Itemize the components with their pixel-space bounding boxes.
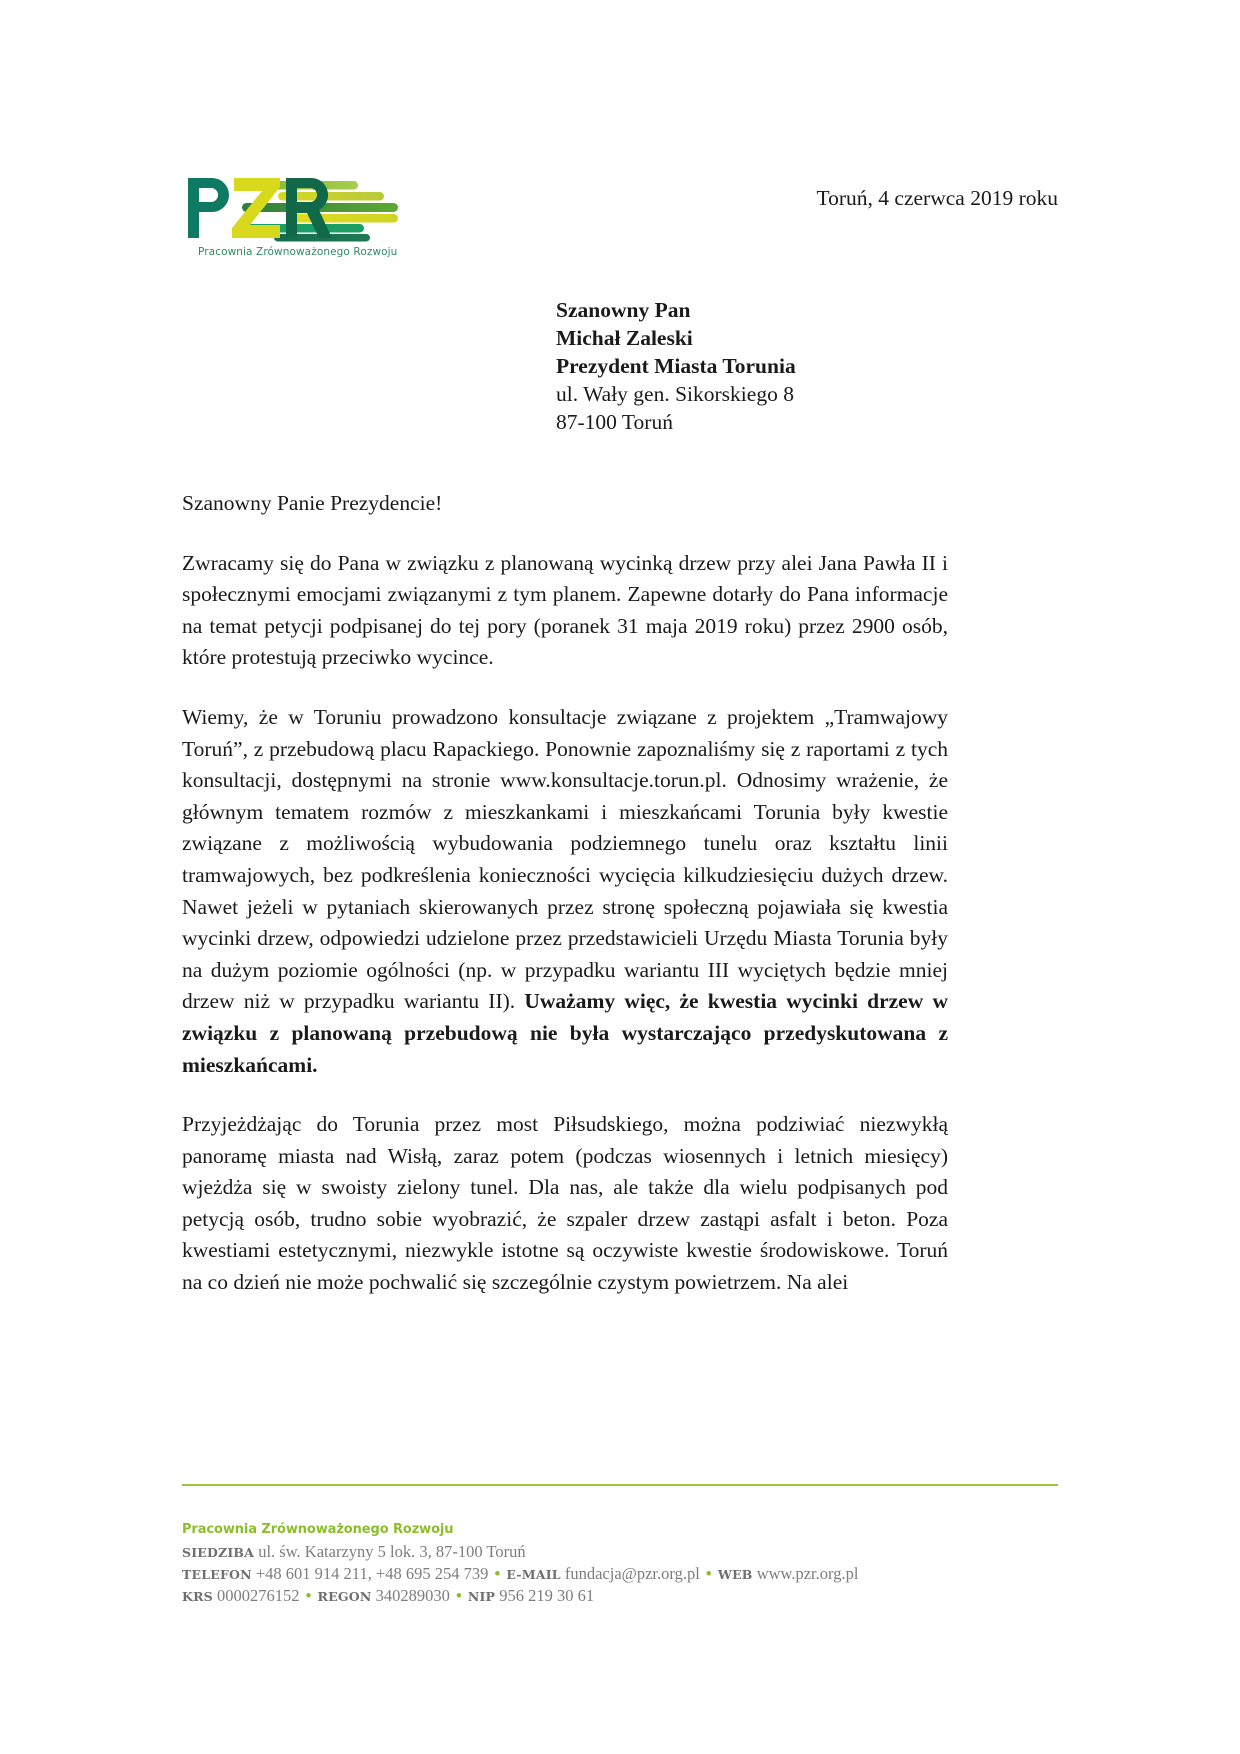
addressee-line-4: ul. Wały gen. Sikorskiego 8 bbox=[556, 382, 794, 406]
value-telefon: +48 601 914 211, +48 695 254 739 bbox=[255, 1564, 489, 1583]
pzr-logo bbox=[182, 172, 432, 272]
footer-contact-line bbox=[182, 1563, 1058, 1585]
separator-3: • bbox=[305, 1586, 312, 1605]
footer-registry-line bbox=[182, 1585, 1058, 1607]
letter-body bbox=[182, 488, 948, 1299]
paragraph-2 bbox=[182, 702, 948, 1081]
label-siedziba: SIEDZIBA bbox=[182, 1545, 255, 1560]
value-nip: 956 219 30 61 bbox=[499, 1586, 595, 1605]
addressee-line-1: Szanowny Pan bbox=[556, 298, 691, 322]
addressee-block bbox=[556, 296, 796, 436]
label-regon: REGON bbox=[317, 1589, 372, 1604]
value-regon: 340289030 bbox=[375, 1586, 450, 1605]
letterhead-header bbox=[182, 172, 1058, 282]
value-siedziba: ul. św. Katarzyny 5 lok. 3, 87-100 Toruń bbox=[258, 1542, 526, 1561]
pzr-logo-icon bbox=[182, 172, 414, 244]
date-line: Toruń, 4 czerwca 2019 roku bbox=[816, 186, 1058, 210]
logo-tagline: Pracownia Zrównoważonego Rozwoju bbox=[198, 246, 398, 258]
label-web: WEB bbox=[717, 1567, 753, 1582]
addressee-line-3: Prezydent Miasta Torunia bbox=[556, 354, 796, 378]
paragraph-2-text: Wiemy, że w Toruniu prowadzono konsultacje związane z projektem „Tramwajowy Toruń”, z przebudową placu Rapackiego. Ponownie zapoznaliśmy się z raportami z tych konsultacji, dostępnymi na stronie www.konsultacje.torun.pl. Odnosimy wrażenie, że głównym tematem rozmów z mieszkankami i mieszkańcami Torunia były kwestie związane z możliwością wybudowania podziemnego tunelu oraz kształtu linii tramwajowych, bez podkreślenia konieczności wycięcia kilkudziesięciu dużych drzew. Nawet jeżeli w pytaniach skierowanych przez stronę społeczną pojawiała się kwestia wycinki drzew, odpowiedzi udzielone przez przedstawicieli Urzędu Miasta Torunia były na dużym poziomie ogólności (np. w przypadku wariantu III wyciętych będzie mniej drzew niż w przypadku wariantu II). bbox=[182, 704, 948, 1014]
value-krs: 0000276152 bbox=[217, 1586, 300, 1605]
footer-address-line bbox=[182, 1541, 1058, 1563]
separator-1: • bbox=[494, 1564, 501, 1583]
paragraph-3: Przyjeżdżając do Torunia przez most Piłsudskiego, można podziwiać niezwykłą panoramę miasta nad Wisłą, zaraz potem (podczas wiosennych i letnich miesięcy) wjeżdża się w swoisty zielony tunel. Dla nas, ale także dla wielu podpisanych pod petycją osób, trudno sobie wyobrazić, że szpaler drzew zastąpi asfalt i beton. Poza kwestiami estetycznymi, niezwykle istotne są oczywiste kwestie środowiskowe. Toruń na co dzień nie może pochwalić się szczególnie czystym powietrzem. Na alei bbox=[182, 1112, 948, 1295]
value-email[interactable]: fundacja@pzr.org.pl bbox=[564, 1564, 700, 1583]
paragraph-2-emphasis: Uważamy więc, że kwestia wycinki drzew w związku z planowaną przebudową nie była wystarczająco przedyskutowana z mieszkańcami. bbox=[182, 989, 948, 1077]
label-nip: NIP bbox=[467, 1589, 496, 1604]
paragraph-1: Zwracamy się do Pana w związku z planowaną wycinką drzew przy alei Jana Pawła II i społecznymi emocjami związanymi z tym planem. Zapewne dotarły do Pana informacje na temat petycji podpisanej do tej pory (poranek 31 maja 2019 roku) przez 2900 osób, które protestują przeciwko wycince. bbox=[182, 550, 948, 670]
letterhead-footer bbox=[182, 1484, 1058, 1607]
value-web[interactable]: www.pzr.org.pl bbox=[756, 1564, 859, 1583]
separator-4: • bbox=[455, 1586, 462, 1605]
footer-organization: Pracownia Zrównoważonego Rozwoju bbox=[182, 1522, 454, 1537]
addressee-line-2: Michał Zaleski bbox=[556, 326, 693, 350]
salutation: Szanowny Panie Prezydencie! bbox=[182, 491, 443, 515]
label-krs: KRS bbox=[182, 1589, 213, 1604]
addressee-line-5: 87-100 Toruń bbox=[556, 410, 673, 434]
separator-2: • bbox=[705, 1564, 712, 1583]
footer-divider bbox=[182, 1484, 1058, 1486]
label-telefon: TELEFON bbox=[182, 1567, 252, 1582]
label-email: E-MAIL bbox=[506, 1567, 561, 1582]
